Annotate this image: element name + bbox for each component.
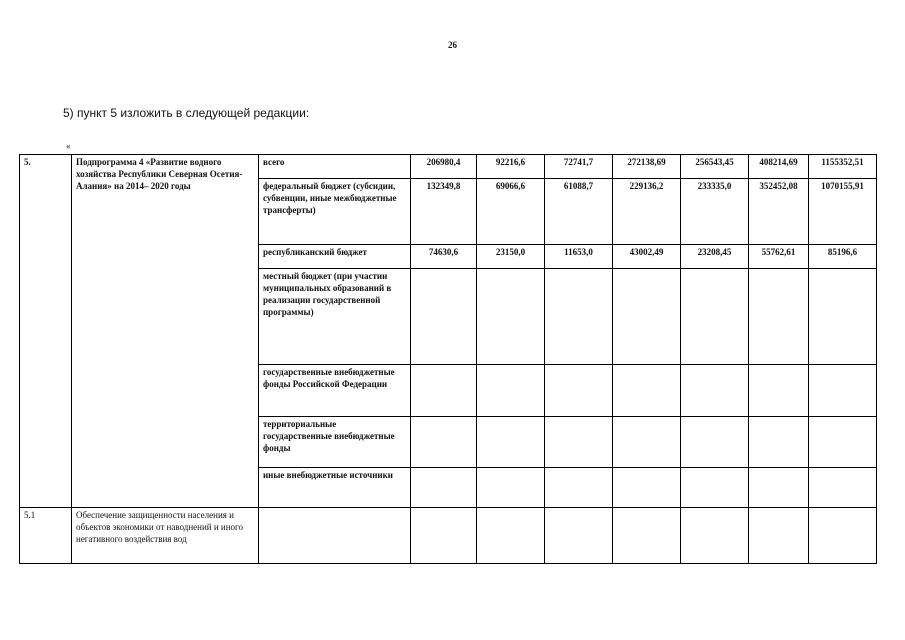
program-name: Обеспечение защищенности населения и объектов экономики от наводнений и иного негативного воздействия вод (72, 508, 259, 564)
value-cell (681, 269, 749, 365)
value-cell: 72741,7 (545, 155, 613, 179)
value-cell (681, 417, 749, 468)
value-cell (749, 468, 809, 508)
value-cell: 229136,2 (613, 179, 681, 245)
value-cell (613, 269, 681, 365)
value-cell: 61088,7 (545, 179, 613, 245)
value-cell: 23208,45 (681, 245, 749, 269)
value-cell (411, 508, 477, 564)
source-label: территориальные государственные внебюджетные фонды (259, 417, 411, 468)
value-cell (411, 365, 477, 417)
value-cell (613, 468, 681, 508)
value-cell (809, 417, 877, 468)
value-cell (749, 269, 809, 365)
value-cell: 74630,6 (411, 245, 477, 269)
source-label: федеральный бюджет (субсидии, субвенции, иные межбюджетные трансферты) (259, 179, 411, 245)
value-cell: 1155352,51 (809, 155, 877, 179)
value-cell: 132349,8 (411, 179, 477, 245)
value-cell (613, 417, 681, 468)
value-cell: 233335,0 (681, 179, 749, 245)
source-label (259, 508, 411, 564)
row-number: 5.1 (20, 508, 72, 564)
value-cell (681, 468, 749, 508)
value-cell (411, 468, 477, 508)
value-cell (545, 508, 613, 564)
value-cell: 23150,0 (477, 245, 545, 269)
value-cell (477, 417, 545, 468)
value-cell (681, 365, 749, 417)
value-cell (545, 417, 613, 468)
opening-quote: « (66, 141, 71, 151)
source-label: местный бюджет (при участии муниципальных образований в реализации государственной программы) (259, 269, 411, 365)
value-cell (477, 468, 545, 508)
value-cell: 43002,49 (613, 245, 681, 269)
value-cell (545, 468, 613, 508)
value-cell (411, 269, 477, 365)
value-cell (477, 365, 545, 417)
value-cell (477, 269, 545, 365)
source-label: иные внебюджетные источники (259, 468, 411, 508)
value-cell (809, 508, 877, 564)
value-cell: 272138,69 (613, 155, 681, 179)
value-cell (749, 365, 809, 417)
value-cell: 256543,45 (681, 155, 749, 179)
value-cell: 408214,69 (749, 155, 809, 179)
value-cell: 206980,4 (411, 155, 477, 179)
value-cell: 1070155,91 (809, 179, 877, 245)
value-cell: 352452,08 (749, 179, 809, 245)
value-cell: 92216,6 (477, 155, 545, 179)
value-cell: 11653,0 (545, 245, 613, 269)
value-cell: 85196,6 (809, 245, 877, 269)
table-row (20, 155, 877, 179)
value-cell (545, 269, 613, 365)
value-cell (613, 365, 681, 417)
value-cell (749, 508, 809, 564)
program-name: Подпрограмма 4 «Развитие водного хозяйства Республики Северная Осетия-Алания» на 2014– 2020 годы (72, 155, 259, 508)
source-label: всего (259, 155, 411, 179)
table-row (20, 508, 877, 564)
value-cell (809, 468, 877, 508)
value-cell (411, 417, 477, 468)
instruction-text: 5) пункт 5 изложить в следующей редакции: (63, 106, 310, 120)
value-cell (681, 508, 749, 564)
value-cell: 55762,61 (749, 245, 809, 269)
value-cell (749, 417, 809, 468)
funding-table (19, 154, 877, 564)
value-cell: 69066,6 (477, 179, 545, 245)
row-number: 5. (20, 155, 72, 508)
value-cell (613, 508, 681, 564)
source-label: республиканский бюджет (259, 245, 411, 269)
value-cell (809, 269, 877, 365)
page-number: 26 (448, 40, 457, 50)
value-cell (809, 365, 877, 417)
value-cell (545, 365, 613, 417)
value-cell (477, 508, 545, 564)
source-label: государственные внебюджетные фонды Российской Федерации (259, 365, 411, 417)
